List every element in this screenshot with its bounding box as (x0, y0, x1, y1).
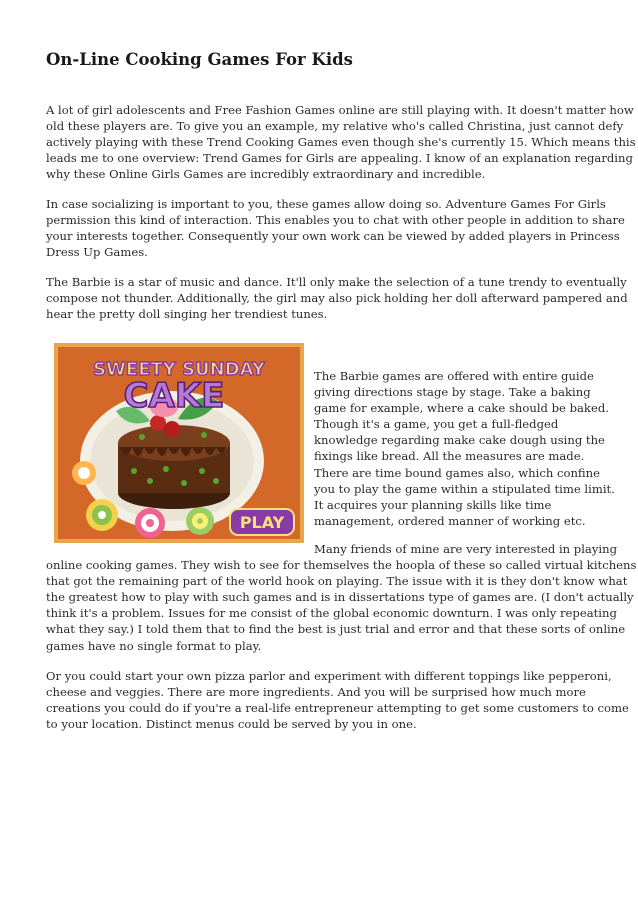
text-line: management, ordered manner of working etc. (314, 513, 586, 528)
logo-line-2: CAKE (123, 376, 225, 416)
text-line: Many friends of mine are very interested in playing (314, 542, 617, 556)
text-line: why these Online Girls Games are incredibly extraordinary and incredible. (46, 167, 486, 182)
text-line: There are time bound games also, which confine (314, 465, 600, 480)
text-line: your interests together. Consequently your own work can be viewed by added players in Princess (46, 229, 620, 244)
text-line: giving directions stage by stage. Take a baking (314, 385, 591, 400)
text-line: permission this kind of interaction. This enables you to chat with other people in addition to share (46, 213, 625, 228)
text-line: think it's a problem. Issues for me consist of the global economic downturn. I was only repeating (46, 606, 617, 621)
text-line: Though it's a game, you get a full-fledged (314, 417, 559, 432)
text-line: old these players are. To give you an example, my relative who's called Christina, just cannot defy (46, 119, 624, 134)
text-line: online cooking games. They wish to see for themselves the hoopla of these so called virtual kitchens (46, 558, 637, 573)
text-line: fixings like bread. All the measures are made. (314, 449, 585, 464)
text-line: leads me to one overview: Trend Games for Girls are appealing. I know of an explanation regarding (46, 151, 633, 166)
text-line: A lot of girl adolescents and Free Fashion Games online are still playing with. It doesn't matter how (46, 103, 634, 117)
play-label: PLAY (239, 513, 285, 532)
text-line: The Barbie games are offered with entire guide (314, 369, 594, 383)
text-line: the greatest how to play with such games and is in dissertations type of games are. (I don't actually (46, 590, 634, 605)
document-title: On-Line Cooking Games For Kids (46, 50, 353, 69)
text-line: Dress Up Games. (46, 245, 148, 260)
text-line: games have no single format to play. (46, 638, 262, 653)
paragraph-3 (46, 274, 628, 322)
paragraph-4 (314, 368, 615, 529)
text-line: game for example, where a cake should be baked. (314, 401, 609, 416)
paragraph-1 (46, 102, 636, 182)
cake-game-image (54, 343, 304, 543)
paragraph-6 (46, 668, 629, 732)
text-line: It acquires your planning skills like time (314, 497, 552, 512)
text-line: knowledge regarding make cake dough using the (314, 433, 605, 448)
text-line: cheese and veggies. There are more ingredients. And you will be surprised how much more (46, 685, 586, 700)
text-line: creations you could do if you're a real-life entrepreneur attempting to get some customers to come (46, 701, 629, 716)
play-badge (230, 509, 294, 535)
text-line: In case socializing is important to you, these games allow doing so. Adventure Games For Girls (46, 197, 606, 211)
text-line: actively playing with these Trend Cooking Games even though she's currently 15. Which means this (46, 135, 636, 150)
text-line: The Barbie is a star of music and dance. It'll only make the selection of a tune trendy to eventually (46, 275, 627, 289)
text-line: to your location. Distinct menus could be served by you in one. (46, 717, 417, 732)
paragraph-5 (46, 541, 637, 654)
text-line: that got the remaining part of the world hook on playing. The issue with it is they don't know what (46, 574, 628, 589)
text-line: Or you could start your own pizza parlor and experiment with different toppings like pepperoni, (46, 669, 612, 683)
logo-line-1: SWEETY SUNDAY (93, 359, 265, 380)
text-line: compose not thunder. Additionally, the girl may also pick holding her doll afterward pampered and (46, 291, 628, 306)
text-line: you to play the game within a stipulated time limit. (314, 481, 615, 496)
text-line: what they say.) I told them that to find the best is just trial and error and that these sorts of online (46, 622, 626, 637)
paragraph-2 (46, 196, 625, 260)
text-line: hear the pretty doll singing her trendiest tunes. (46, 307, 328, 322)
